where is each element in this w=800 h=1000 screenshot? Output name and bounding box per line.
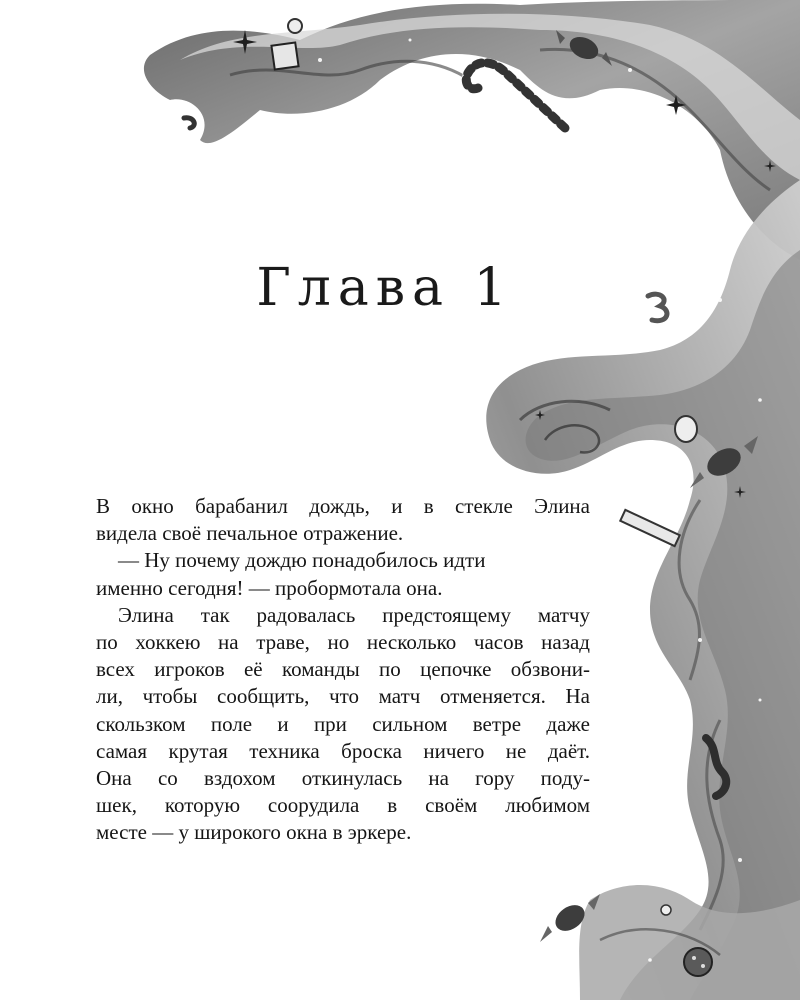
text-line: видела своё печальное отражение. [96,521,404,546]
chapter-title: Глава 1 [256,258,514,318]
text-line: В окно барабанил дождь, и в стекле Элина [96,494,590,518]
text-line: Она со вздохом откинулась на гору поду- [96,766,590,791]
text-line: именно сегодня! — пробормотала она. [96,575,443,600]
text-line: самая крутая техника броска ничего не даёт. [96,738,590,763]
text-line: скользком поле и при сильном ветре даже [96,711,590,736]
text-line: ли, чтобы сообщить, что матч отменяется. На [96,684,590,709]
text-line: шек, которую соорудила в своём любимом [96,793,590,818]
text-line: всех игроков её команды по цепочке обзвони- [96,657,590,682]
text-line: месте — у широкого окна в эркере. [96,820,412,845]
sugar-cube-icon [271,42,298,69]
cookie-icon [684,948,712,976]
text-line: Элина так радовалась предстоящему матчу [118,602,590,627]
chapter-body-text [96,493,590,847]
text-line: по хоккею на траве, но несколько часов назад [96,630,590,655]
text-line: — Ну почему дождю понадобилось идти [118,548,486,573]
